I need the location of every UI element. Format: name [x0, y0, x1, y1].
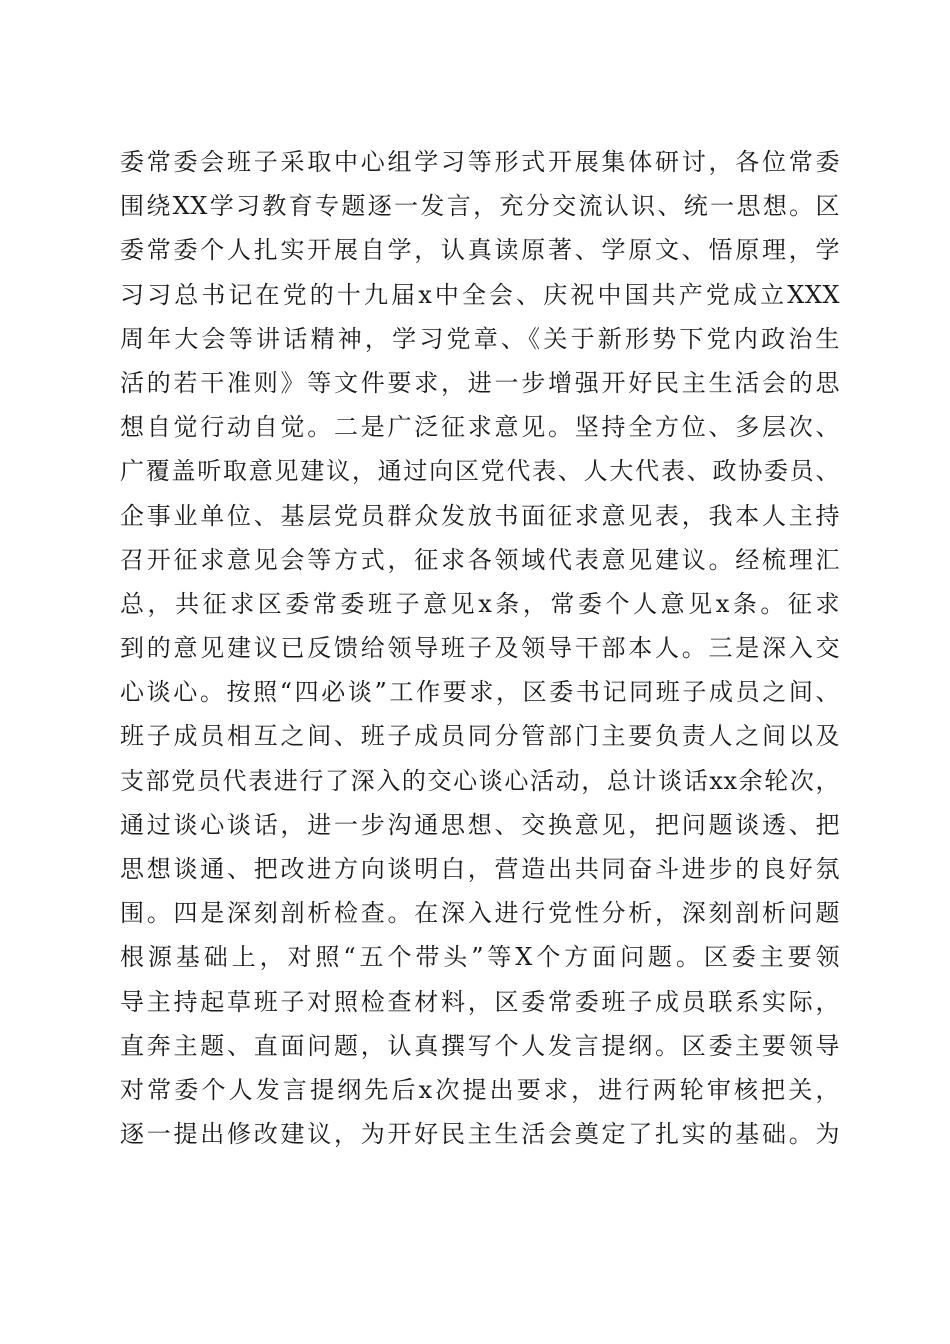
text-line: 支部党员代表进行了深入的交心谈心活动，总计谈话xx余轮次， — [120, 766, 840, 795]
text-line: 企事业单位、基层党员群众发放书面征求意见表，我本人主持 — [120, 501, 840, 530]
text-line: 活的若干准则》等文件要求，进一步增强开好民主生活会的思 — [120, 368, 840, 397]
text-line: 总，共征求区委常委班子意见x条，常委个人意见x条。征求 — [120, 589, 840, 618]
text-line: 广覆盖听取意见建议，通过向区党代表、人大代表、政协委员、 — [120, 457, 840, 486]
text-line: 直奔主题、直面问题，认真撰写个人发言提纲。区委主要领导 — [120, 1031, 840, 1060]
text-line: 委常委会班子采取中心组学习等形式开展集体研讨，各位常委 — [120, 148, 840, 176]
text-line: 围绕XX学习教育专题逐一发言，充分交流认识、统一思想。区 — [120, 192, 840, 221]
text-line: 委常委个人扎实开展自学，认真读原著、学原文、悟原理，学 — [120, 236, 840, 265]
text-line: 对常委个人发言提纲先后x次提出要求，进行两轮审核把关， — [120, 1075, 840, 1104]
text-line: 周年大会等讲话精神，学习党章、《关于新形势下党内政治生 — [120, 324, 840, 353]
text-line: 到的意见建议已反馈给领导班子及领导干部本人。三是深入交 — [120, 634, 840, 663]
text-line: 习习总书记在党的十九届x中全会、庆祝中国共产党成立XXX — [120, 280, 840, 309]
text-line: 根源基础上，对照“五个带头”等X个方面问题。区委主要领 — [120, 943, 840, 972]
text-line: 心谈心。按照“四必谈”工作要求，区委书记同班子成员之间、 — [120, 678, 840, 707]
text-line: 通过谈心谈话，进一步沟通思想、交换意见，把问题谈透、把 — [120, 810, 840, 839]
text-line: 导主持起草班子对照检查材料，区委常委班子成员联系实际， — [120, 987, 840, 1016]
text-line: 逐一提出修改建议，为开好民主生活会奠定了扎实的基础。为 — [120, 1120, 840, 1149]
text-line: 召开征求意见会等方式，征求各领域代表意见建议。经梳理汇 — [120, 545, 840, 574]
text-line: 围。四是深刻剖析检查。在深入进行党性分析，深刻剖析问题 — [120, 899, 840, 928]
body-paragraph — [120, 140, 840, 1156]
text-line: 思想谈通、把改进方向谈明白，营造出共同奋斗进步的良好氛 — [120, 855, 840, 883]
text-line: 班子成员相互之间、班子成员同分管部门主要负责人之间以及 — [120, 722, 840, 751]
text-line: 想自觉行动自觉。二是广泛征求意见。坚持全方位、多层次、 — [120, 413, 840, 442]
